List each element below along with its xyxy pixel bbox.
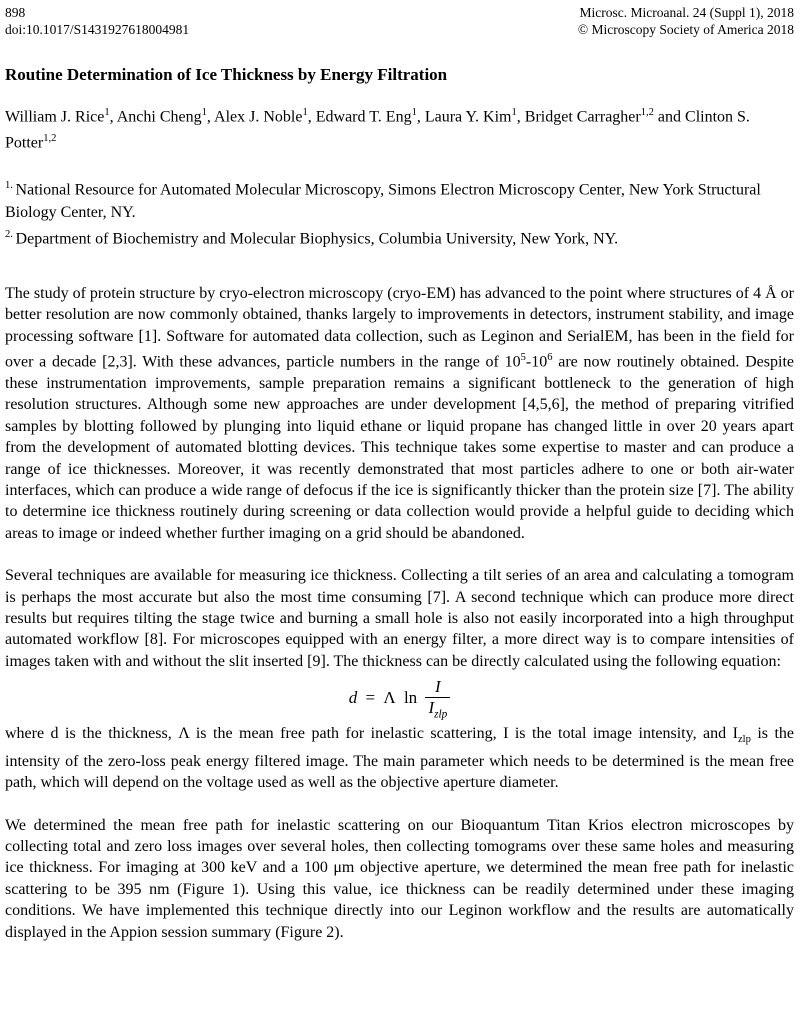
affiliation-2: $^{2.}$ Department of Biochemistry and Molecular Biophysics, Columbia University, New York, NY. [5,228,619,248]
eq-ln-operator: ln [403,688,418,708]
page-header [5,5,794,39]
paper-title: Routine Determination of Ice Thickness by Energy Filtration [5,64,448,84]
paragraph-definitions: where d is the thickness, Λ is the mean free path for inelastic scattering, I is the total image intensity, and $I_{zlp}$ is the intensity of the zero-loss peak energy filtered image. The main parameter which needs to be determined is the mean free path, which will depend on the voltage used as well as the objective aperture diameter. [5,725,795,792]
thickness-equation [5,677,794,721]
copyright-notice: © Microscopy Society of America 2018 [577,21,794,37]
equation-expression [347,677,452,721]
eq-variable-d: d [348,688,358,708]
affiliation-list [5,175,794,250]
doi: doi:10.1017/S1431927618004981 [5,21,190,37]
eq-equals-sign: = [365,688,376,708]
paragraph-results: We determined the mean free path for inelastic scattering on our Bioquantum Titan Krios electron microscopes by collecting total and zero loss images over several holes, then collecting tomograms over these same holes and measuring ice thickness. For imaging at 300 keV and a 100 μm objective aperture, we determined the mean free path for inelastic scattering to be 395 nm (Figure 1). Using this value, ice thickness can be readily determined under these imaging conditions. We have implemented this technique directly into our Leginon workflow and the results are automatically displayed in the Appion session summary (Figure 2). [5,816,794,941]
affiliation-1: $^{1.}$ National Resource for Automated Molecular Microscopy, Simons Electron Microscopy Center, New York Structural Biology Center, NY. [5,180,761,221]
eq-lambda-symbol: Λ [383,688,396,708]
header-right [578,5,794,39]
eq-numerator: I [425,677,450,698]
paragraph-introduction: The study of protein structure by cryo-electron microscopy (cryo-EM) has advanced to the point where structures of 4 Å or better resolution are now commonly obtained, thanks largely to improvements in detectors, instrument stability, and image processing software [1]. Software for automated data collection, such as Leginon and SerialEM, has been in the field for over a decade [2,3]. With these advances, particle numbers in the range of $10^5-10^6$ are now routinely obtained. Despite these instrumentation improvements, sample preparation remains a significant bottleneck to the generation of high resolution structures. Although some new approaches are under development [4,5,6], the method of preparing vitrified samples by blotting followed by plunging into liquid ethane or liquid propane has changed little in over 20 years apart from the development of automated blotting devices. This technique takes some expertise to master and can produce a range of ice thicknesses. Moreover, it was recently demonstrated that most particles adhere to one or both air-water interfaces, which can produce a wide range of defocus if the ice is significantly thicker than the protein size [7]. The ability to determine ice thickness routinely during screening or data collection would provide a helpful guide to deciding which areas to image or indeed whether further imaging on a grid should be abandoned. [5,285,794,542]
eq-denominator: $I_{zlp}$ [428,697,448,721]
author-list: William J. Rice$^1$, Anchi Cheng$^1$, Alex J. Noble$^1$, Edward T. Eng$^1$, Laura Y. Kim$^1$, Bridget Carragher$^{1,2}$ and Clinton S. Potter$^{1,2}$ [5,106,750,152]
header-left [5,5,189,39]
page-number: 898 [5,5,26,20]
paragraph-techniques: Several techniques are available for measuring ice thickness. Collecting a tilt series of an area and calculating a tomogram is perhaps the most accurate but also the most time consuming [7]. A second technique which can produce more direct results but requires tilting the stage twice and burning a small hole is also not easily incorporated into a high throughput automated workflow [8]. For microscopes equipped with an energy filter, a more direct way is to compare intensities of images taken with and without the slit inserted [9]. The thickness can be directly calculated using the following equation: [5,567,794,670]
eq-fraction [425,677,450,721]
journal-citation: Microsc. Microanal. 24 (Suppl 1), 2018 [579,5,794,20]
